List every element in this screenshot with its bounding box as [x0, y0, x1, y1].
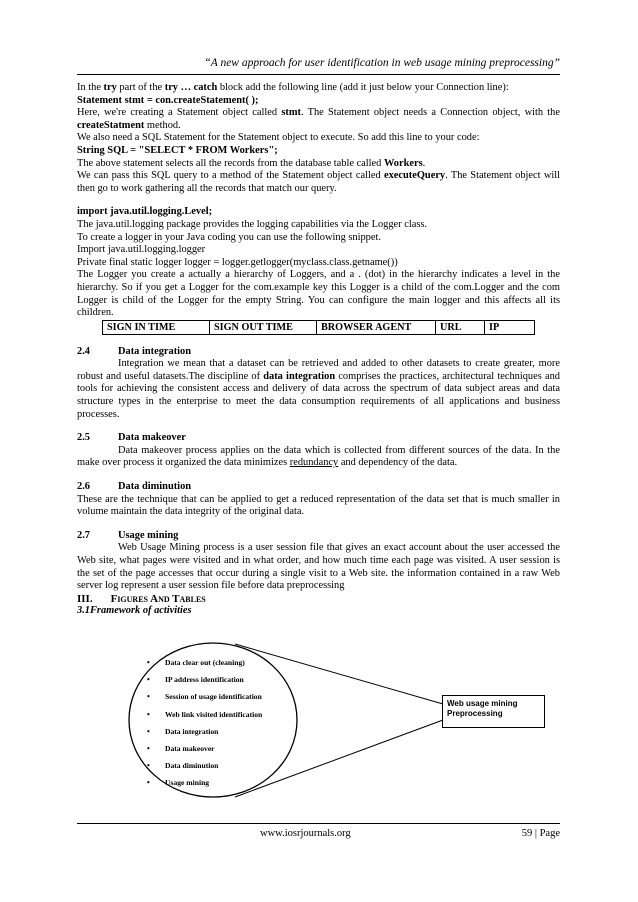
footer-page-number: 59 | Page: [521, 828, 560, 839]
running-header: “A new approach for user identification in web usage mining preprocessing”: [204, 57, 560, 69]
code-line: import java.util.logging.Level;: [77, 206, 213, 218]
footer-rule: [77, 823, 560, 824]
list-item: • Session of usage identification: [147, 692, 262, 702]
paragraph: To create a logger in your Java coding you can use the following snippet.: [77, 231, 381, 243]
preprocessing-box: Web usage mining Preprocessing: [442, 695, 545, 728]
list-item: • IP address identification: [147, 675, 244, 685]
column-browser-agent: BROWSER AGENT: [317, 320, 436, 334]
section-heading: 2.5 Data makeover: [77, 432, 186, 444]
section-heading-iii: III. Figures And Tables: [77, 592, 206, 605]
list-item: • Web link visited identification: [147, 709, 263, 719]
paragraph: Web Usage Mining process is a user session file that gives an exact account about the user accessed the Web site, what pages were visited and in what order, and how much time each page was visited. A user session is the set of the page accesses that occur during a single visit to a Web site. the information contained in a raw Web server log represent a user session file before data preprocessing: [77, 542, 560, 592]
paragraph: The above statement selects all the records from the database table called Workers.: [77, 157, 426, 169]
footer-site: www.iosrjournals.org: [260, 828, 351, 839]
paragraph: Import java.util.logging.logger: [77, 244, 206, 256]
connector-line-bottom: [235, 720, 443, 797]
code-line: String SQL = "SELECT * FROM Workers";: [77, 144, 278, 156]
paragraph: The java.util.logging package provides the logging capabilities via the Logger class.: [77, 218, 428, 230]
paragraph: These are the technique that can be applied to get a reduced representation of the data set that is much smaller in volume maintain the data integrity of the original data.: [77, 493, 560, 518]
column-ip: IP: [485, 320, 535, 334]
list-item: • Data makeover: [147, 743, 215, 753]
code-line: Statement stmt = con.createStatement( );: [77, 94, 259, 106]
paragraph: Here, we're creating a Statement object called stmt. The Statement object needs a Connection object, with the createStatment method.: [77, 107, 560, 131]
activities-list: [147, 654, 262, 792]
list-item: • Data diminution: [147, 761, 219, 771]
list-item: • Data clear out (cleaning): [147, 658, 245, 667]
paragraph: The Logger you create a actually a hierarchy of Loggers, and a . (dot) in the hierarchy indicates a level in the hierarchy. So if you get a Logger for the com.example key this Logger is a child of the com.Logger and the com Logger is child of the Logger for the empty String. You can configure the main logger and this affects all its children.: [77, 269, 560, 319]
paragraph: We also need a SQL Statement for the Statement object to execute. So add this line to your code:: [77, 132, 480, 144]
column-url: URL: [436, 320, 485, 334]
paragraph: Data makeover process applies on the data which is collected from different sources of the data. In the make over process it organized the data minimizes redundancy and dependency of the data.: [77, 444, 560, 469]
column-sign-in-time: SIGN IN TIME: [103, 320, 210, 334]
paragraph: We can pass this SQL query to a method of the Statement object called executeQuery. The Statement object will then go to work gathering all the records that match our query.: [77, 170, 561, 194]
paragraph: Private final static logger logger = logger.getlogger(myclass.class.getname()): [77, 256, 398, 268]
section-heading: 2.6 Data diminution: [77, 481, 192, 493]
paragraph: In the try part of the try … catch block add the following line (add it just below your Connection line):: [77, 82, 509, 93]
subsection-heading: 3.1Framework of activities: [77, 605, 192, 617]
framework-figure: [125, 640, 545, 840]
section-heading: 2.7 Usage mining: [77, 529, 179, 541]
column-sign-out-time: SIGN OUT TIME: [210, 320, 317, 334]
section-heading: 2.4 Data integration: [77, 345, 192, 357]
connector-line-top: [235, 644, 443, 704]
log-columns-table: [102, 320, 535, 335]
header-rule: [77, 74, 560, 75]
page-body: [77, 82, 560, 618]
list-item: • Data integration: [147, 726, 219, 736]
paragraph: Integration we mean that a dataset can be retrieved and added to other datasets to create greater, more robust and useful datasets.The discipline of data integration comprises the practices, architectural techniques and tools for achieving the consistent access and delivery of data across the spectrum of data subject areas and data structure types in the enterprise to meet the data consumption requirements of all applications and business processes.: [77, 358, 560, 420]
list-item: • Usage mining: [147, 778, 210, 788]
